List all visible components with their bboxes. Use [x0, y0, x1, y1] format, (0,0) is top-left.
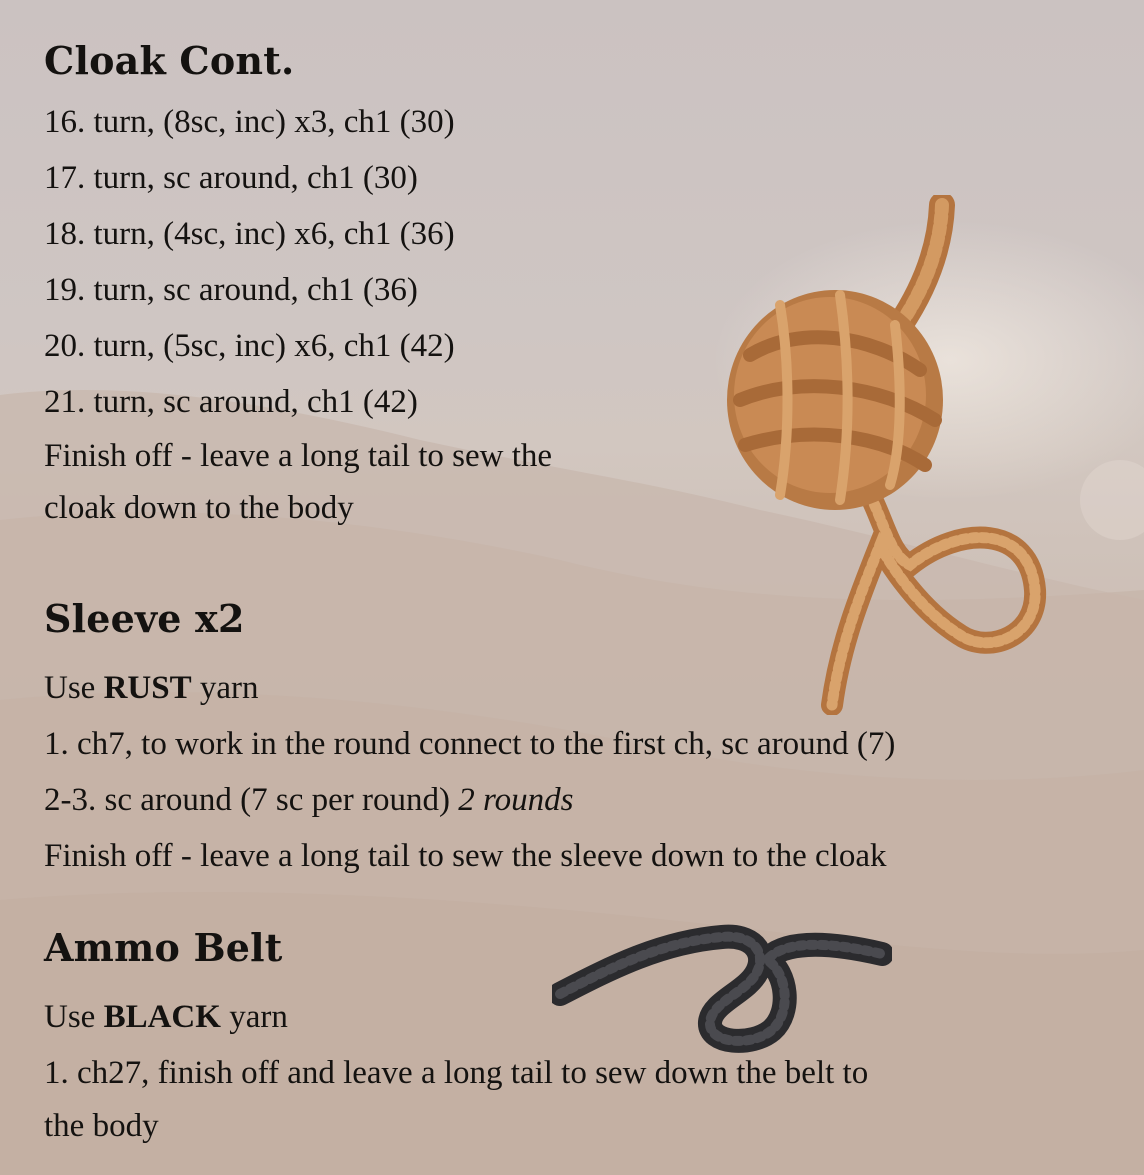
sleeve-yarn-color: RUST — [103, 670, 192, 706]
belt-use-suffix: yarn — [220, 999, 288, 1035]
sleeve-section — [44, 596, 895, 884]
cloak-row-20: 20. turn, (5sc, inc) x6, ch1 (42) — [44, 328, 455, 364]
sleeve-row-2-3-note: 2 rounds — [458, 782, 574, 818]
belt-yarn-color: BLACK — [103, 999, 221, 1035]
belt-row-1: 1. ch27, finish off and leave a long tail to sew down the belt to — [44, 1055, 869, 1091]
belt-section-title: Ammo Belt — [44, 925, 283, 970]
sleeve-use-prefix: Use — [44, 670, 104, 706]
cloak-row-19: 19. turn, sc around, ch1 (36) — [44, 272, 418, 308]
belt-yarn-line — [44, 989, 868, 1045]
belt-section — [44, 925, 868, 1151]
cloak-section-title: Cloak Cont. — [44, 38, 295, 83]
cloak-section — [44, 38, 552, 534]
sleeve-row-2-3 — [44, 772, 895, 828]
belt-row-1-cont: the body — [44, 1108, 159, 1144]
cloak-finish-line-2: cloak down to the body — [44, 490, 354, 526]
cloak-row-18: 18. turn, (4sc, inc) x6, ch1 (36) — [44, 216, 455, 252]
sleeve-section-title: Sleeve x2 — [44, 596, 245, 641]
cloak-finish-line-1: Finish off - leave a long tail to sew the — [44, 438, 553, 474]
sleeve-yarn-line — [44, 660, 895, 716]
cloak-row-17: 17. turn, sc around, ch1 (30) — [44, 160, 418, 196]
cloak-row-16: 16. turn, (8sc, inc) x3, ch1 (30) — [44, 104, 455, 140]
cloak-row-21: 21. turn, sc around, ch1 (42) — [44, 384, 418, 420]
sleeve-use-suffix: yarn — [191, 670, 259, 706]
sleeve-row-2-3-text: 2-3. sc around (7 sc per round) — [44, 782, 459, 818]
belt-use-prefix: Use — [44, 999, 104, 1035]
sleeve-finish-line: Finish off - leave a long tail to sew the sleeve down to the cloak — [44, 838, 887, 874]
sleeve-row-1: 1. ch7, to work in the round connect to the first ch, sc around (7) — [44, 726, 896, 762]
